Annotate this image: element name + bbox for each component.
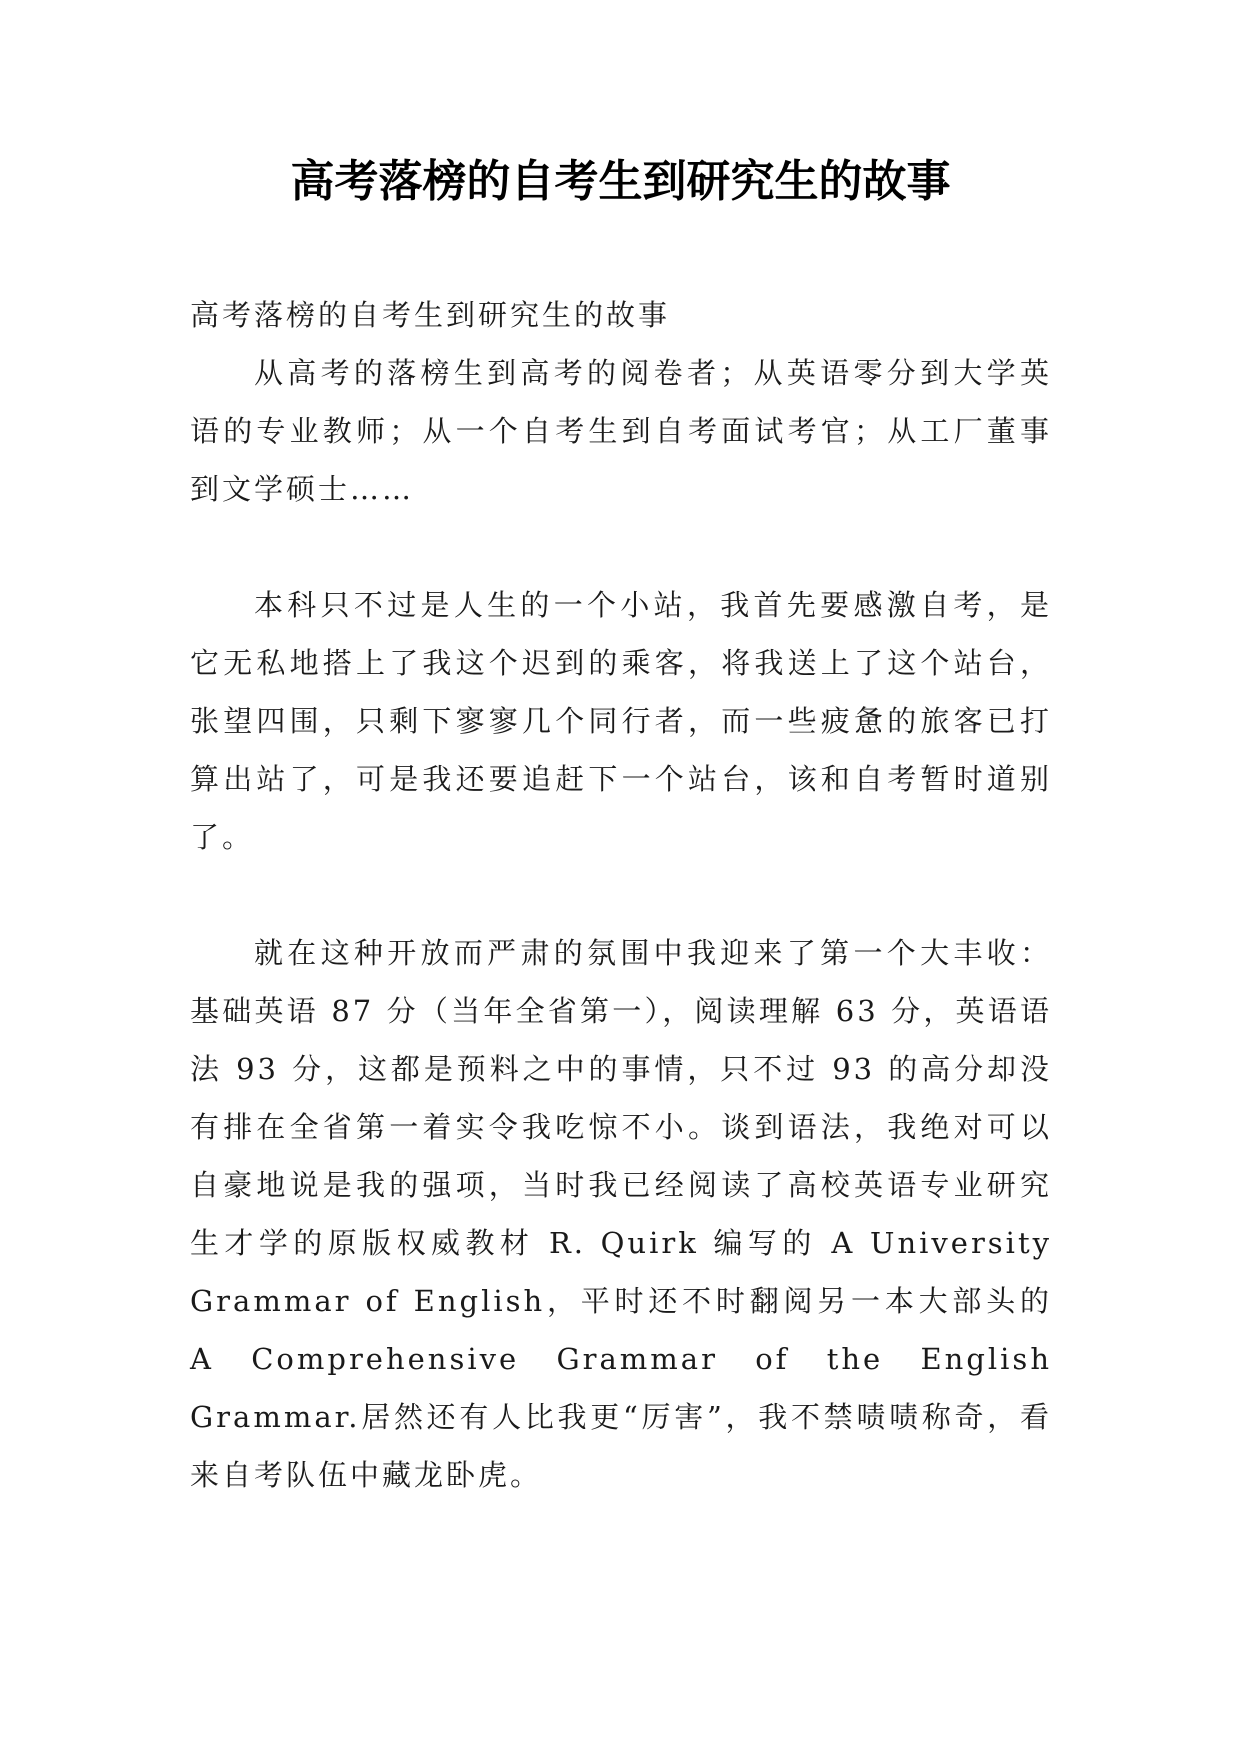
document-body <box>190 286 1052 1504</box>
document-subtitle: 高考落榜的自考生到研究生的故事 <box>190 298 671 332</box>
paragraph-2: 本科只不过是人生的一个小站，我首先要感激自考，是它无私地搭上了我这个迟到的乘客，将我送上了这个站台，张望四围，只剩下寥寥几个同行者，而一些疲惫的旅客已打算出站了，可是我还要追赶下一个站台，该和自考暂时道别了。 <box>190 588 1052 854</box>
paragraph-3: 就在这种开放而严肃的氛围中我迎来了第一个大丰收：基础英语 87 分（当年全省第一），阅读理解 63 分，英语语法 93 分，这都是预料之中的事情，只不过 93 的高分却没有排在全省第一着实令我吃惊不小。谈到语法，我绝对可以自豪地说是我的强项，当时我已经阅读了高校英语专业研究生才学的原版权威教材 R. Quirk 编写的 A University Grammar of English，平时还不时翻阅另一本大部头的 A Comprehensive Grammar of the English Grammar.居然还有人比我更“厉害”，我不禁啧啧称奇，看来自考队伍中藏龙卧虎。 <box>190 936 1052 1492</box>
paragraph-spacer <box>190 866 1052 924</box>
paragraph-1: 从高考的落榜生到高考的阅卷者；从英语零分到大学英语的专业教师；从一个自考生到自考面试考官；从工厂董事到文学硕士…… <box>190 356 1052 506</box>
document-title: 高考落榜的自考生到研究生的故事 <box>290 156 951 207</box>
paragraph-spacer <box>190 518 1052 576</box>
